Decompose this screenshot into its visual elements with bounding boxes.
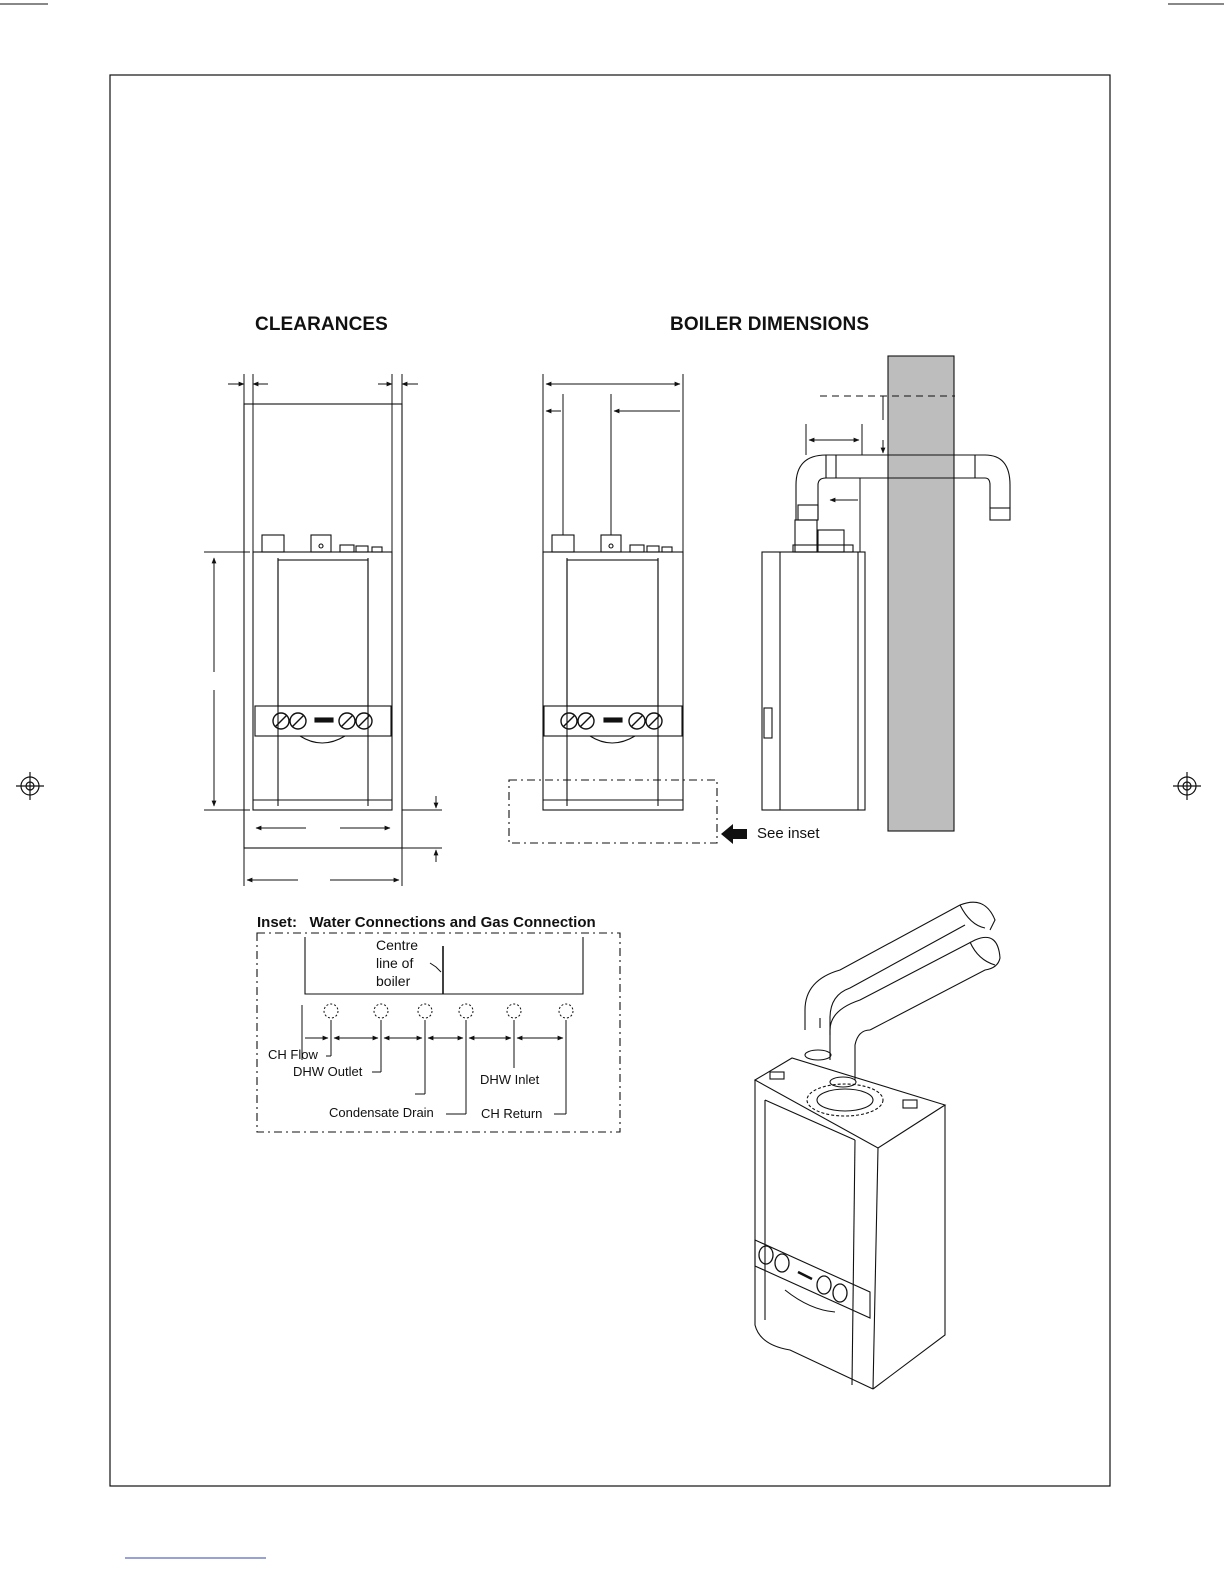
condensate-drain-label: Condensate Drain <box>329 1105 434 1120</box>
registration-mark-right-icon <box>1173 772 1201 800</box>
centre-line-label-3: boiler <box>376 973 411 989</box>
centre-line-label-1: Centre <box>376 937 419 953</box>
dhw-outlet-label: DHW Outlet <box>293 1064 363 1079</box>
dhw-inlet-label: DHW Inlet <box>480 1072 540 1087</box>
side-view <box>762 356 1010 831</box>
ch-return-port-icon <box>559 1004 573 1018</box>
centre-line-label-2: line of <box>376 955 414 971</box>
see-inset-label: See inset <box>757 825 820 842</box>
isometric-boiler-view <box>755 902 1000 1389</box>
inset-reference-box <box>509 780 717 843</box>
inset-title: Inset: Water Connections and Gas Connection <box>257 914 596 931</box>
page-frame <box>110 75 1110 1486</box>
ch-flow-port-icon <box>324 1004 338 1018</box>
see-inset-arrow-icon <box>721 824 747 844</box>
gas-port-icon <box>418 1004 432 1018</box>
clearances-heading: CLEARANCES <box>255 314 388 335</box>
clearances-view <box>204 374 442 886</box>
registration-mark-left-icon <box>16 772 44 800</box>
wall-section <box>888 356 954 831</box>
dhw-inlet-port-icon <box>507 1004 521 1018</box>
inset-connections <box>257 933 620 1132</box>
dhw-outlet-port-icon <box>374 1004 388 1018</box>
boiler-dimensions-heading: BOILER DIMENSIONS <box>670 314 870 335</box>
dimensions-front-view <box>509 374 717 843</box>
condensate-port-icon <box>459 1004 473 1018</box>
ch-flow-label: CH Flow <box>268 1047 318 1062</box>
ch-return-label: CH Return <box>481 1106 543 1121</box>
